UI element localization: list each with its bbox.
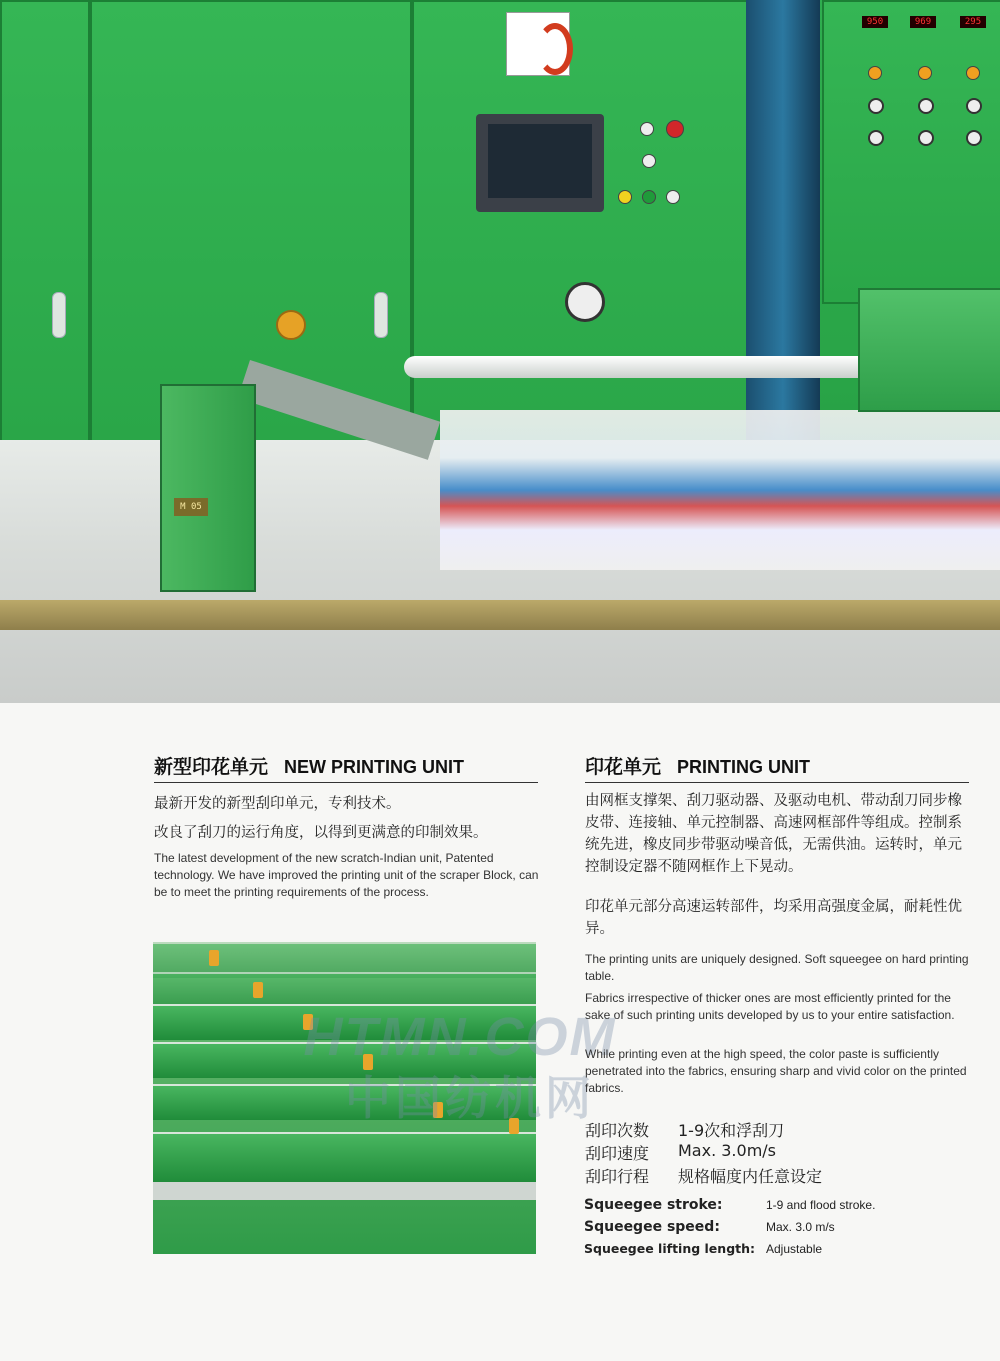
cn-text-line: 最新开发的新型刮印单元，专利技术。 [154,796,401,812]
watermark-text: HTMN.COM [303,1007,617,1067]
spec-value: Max. 3.0 m/s [766,1220,835,1234]
door-handle [52,292,66,338]
knob-icon [918,130,934,146]
section-heading-new-printing-unit [154,752,538,783]
heading-cn: 新型印花单元 [154,756,269,778]
door-handle [374,292,388,338]
en-paragraph: The printing units are uniquely designed. Soft squeegee on hard printing table. [585,952,969,983]
heading-cn: 印花单元 [585,756,662,778]
spec-label: 刮印次数 [585,1121,650,1140]
amber-lamp-icon [918,66,932,80]
en-paragraph: While printing even at the high speed, the color paste is sufficiently penetrated into the fabrics, ensuring sharp and vivid color on the printed fabrics. [585,1047,967,1095]
knob-icon [966,130,982,146]
spec-value: Max. 3.0m/s [678,1141,777,1160]
drive-motor [858,288,1000,412]
unit-badge: M 05 [174,498,208,516]
led-readout: 950 [862,16,888,28]
en-description: The latest development of the new scratch-Indian unit, Patented technology. We have improved the printing unit of the scraper Block, can be to meet the printing requirements of the process. [154,851,539,899]
heading-en: PRINTING UNIT [677,757,811,777]
heading-en: NEW PRINTING UNIT [284,757,465,777]
roller-rod [404,356,874,378]
spec-row [584,1219,835,1235]
cabinet-panel [0,0,90,444]
gear-cap-icon [253,982,263,998]
spec-value: Adjustable [766,1242,823,1256]
spec-row [584,1241,823,1256]
conveyor-rail [153,1182,536,1200]
gear-icon [276,310,306,340]
led-readout: 969 [910,16,936,28]
knob-icon [868,98,884,114]
unit-row [153,1132,536,1182]
white-lamp-icon [666,190,680,204]
machine-gap [746,0,820,460]
switch-icon [640,122,654,136]
spec-row [584,1197,876,1213]
spec-row [585,1164,823,1187]
spec-label: Squeegee stroke: [584,1197,723,1213]
unit-row [153,972,536,1008]
spec-row [585,1118,785,1141]
conveyor-belt [0,600,1000,630]
cn-text-line: 改良了刮刀的运行角度，以得到更满意的印制效果。 [154,825,488,841]
knob-icon [918,98,934,114]
cn-paragraph: 由网框支撑架、刮刀驱动器、及驱动电机、带动刮刀同步橡皮带、连接轴、单元控制器、高速网框部件等组成。控制系统先进，橡皮同步带驱动噪音低，无需供油。运转时，单元控制设定器不随网框作上下晃动。 [585,793,962,875]
manufacturer-logo [506,12,570,76]
switch-icon [642,154,656,168]
printing-unit-housing [160,384,256,592]
amber-lamp-icon [966,66,980,80]
printed-fabric [440,410,1000,570]
led-readout: 295 [960,16,986,28]
spec-label: Squeegee speed: [584,1219,720,1235]
knob-icon [966,98,982,114]
control-panel [822,0,1000,304]
rotary-dial-icon [565,282,605,322]
en-paragraph: Fabrics irrespective of thicker ones are most efficiently printed for the sake of such printing units developed by us to your entire satisfaction. [585,991,955,1022]
yellow-lamp-icon [618,190,632,204]
knob-icon [868,130,884,146]
watermark-text-cn: 中国纺机网 [345,1071,595,1125]
amber-lamp-icon [868,66,882,80]
cn-paragraph: 印花单元部分高速运转部件，均采用高强度金属，耐耗性优异。 [585,899,962,937]
spec-value: 1-9 and flood stroke. [766,1198,876,1212]
gear-logo-icon [537,23,573,75]
emergency-stop-icon [666,120,684,138]
section-heading-printing-unit [585,752,969,783]
spec-value: 规格幅度内任意设定 [678,1167,823,1186]
spec-value: 1-9次和浮刮刀 [678,1121,785,1140]
touch-screen [476,114,604,212]
green-lamp-icon [642,190,656,204]
spec-row [585,1141,777,1164]
spec-label: 刮印速度 [585,1144,650,1163]
gear-cap-icon [209,950,219,966]
spec-label: Squeegee lifting length: [584,1241,756,1256]
spec-label: 刮印行程 [585,1167,650,1186]
